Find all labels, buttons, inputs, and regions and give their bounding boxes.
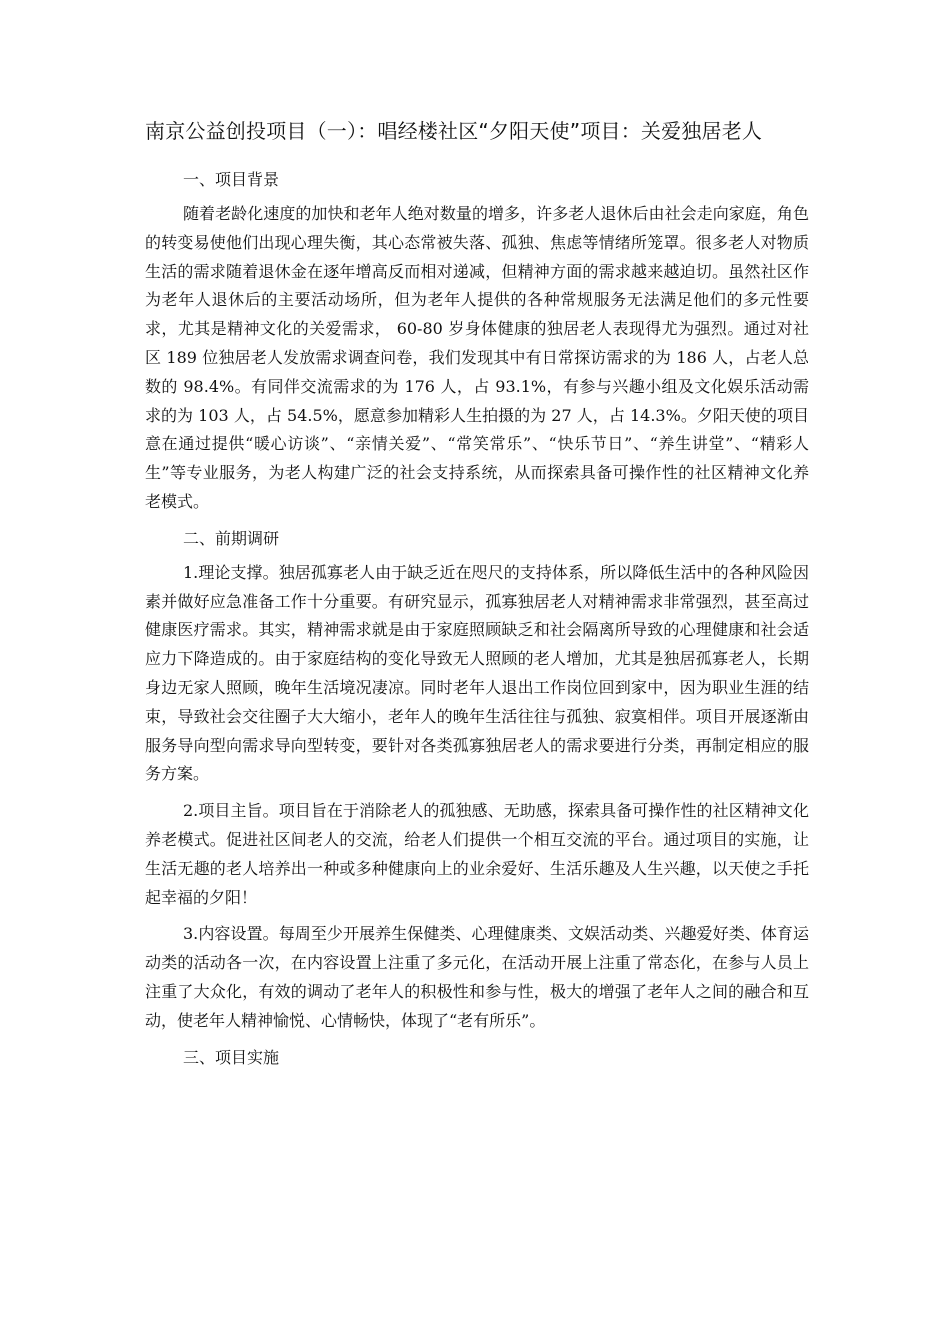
section-research bbox=[145, 525, 809, 1036]
paragraph: 3.内容设置。每周至少开展养生保健类、心理健康类、文娱活动类、兴趣爱好类、体育运动类的活动各一次，在内容设置上注重了多元化，在活动开展上注重了常态化，在参与人员上注重了大众化，有效的调动了老年人的积极性和参与性，极大的增强了老年人之间的融合和互动，使老年人精神愉悦、心情畅快，体现了“老有所乐”。 bbox=[145, 924, 809, 1030]
section-heading: 三、项目实施 bbox=[183, 1047, 280, 1067]
section-heading: 一、项目背景 bbox=[183, 170, 280, 189]
document-title: 南京公益创投项目（一）：唱经楼社区“夕阳天使”项目：关爱独居老人 bbox=[145, 119, 763, 143]
paragraph: 2.项目主旨。项目旨在于消除老人的孤独感、无助感，探索具备可操作性的社区精神文化养老模式。促进社区间老人的交流，给老人们提供一个相互交流的平台。通过项目的实施，让生活无趣的老人培养出一种或多种健康向上的业余爱好、生活乐趣及人生兴趣，以天使之手托起幸福的夕阳！ bbox=[145, 801, 809, 907]
section-implementation bbox=[145, 1044, 809, 1072]
section-heading: 二、前期调研 bbox=[183, 528, 280, 548]
section-background bbox=[145, 166, 809, 517]
document-page bbox=[145, 110, 809, 1078]
paragraph: 随着老龄化速度的加快和老年人绝对数量的增多，许多老人退休后由社会走向家庭，角色的转变易使他们出现心理失衡，其心态常被失落、孤独、焦虑等情绪所笼罩。很多老人对物质生活的需求随着退休金在逐年增高反而相对递减，但精神方面的需求越来越迫切。虽然社区作为老年人退休后的主要活动场所，但为老年人提供的各种常规服务无法满足他们的多元性要求，尤其是精神文化的关爱需求， 60-80 岁身体健康的独居老人表现得尤为强烈。通过对社区 189 位独居老人发放需求调查问卷，我们发现其中有日常探访需求的为 186 人，占老人总数的 98.4%。有同伴交流需求的为 176 人，占 93.1%，有参与兴趣小组及文化娱乐活动需求的为 103 人，占 54.5%，愿意参加精彩人生拍摄的为 27 人，占 14.3%。夕阳天使的项目意在通过提供“暖心访谈”、“亲情关爱”、“常笑常乐”、“快乐节日”、“养生讲堂”、“精彩人生”等专业服务，为老人构建广泛的社会支持系统，从而探索具备可操作性的社区精神文化养老模式。 bbox=[145, 204, 809, 511]
paragraph: 1.理论支撑。独居孤寡老人由于缺乏近在咫尺的支持体系，所以降低生活中的各种风险因素并做好应急准备工作十分重要。有研究显示，孤寡独居老人对精神需求非常强烈，甚至高过健康医疗需求。其实，精神需求就是由于家庭照顾缺乏和社会隔离所导致的心理健康和社会适应力下降造成的。由于家庭结构的变化导致无人照顾的老人增加，尤其是独居孤寡老人，长期身边无家人照顾，晚年生活境况凄凉。同时老年人退出工作岗位回到家中，因为职业生涯的结束，导致社会交往圈子大大缩小，老年人的晚年生活往往与孤独、寂寞相伴。项目开展逐渐由服务导向型向需求导向型转变，要针对各类孤寡独居老人的需求要进行分类，再制定相应的服务方案。 bbox=[145, 562, 809, 784]
